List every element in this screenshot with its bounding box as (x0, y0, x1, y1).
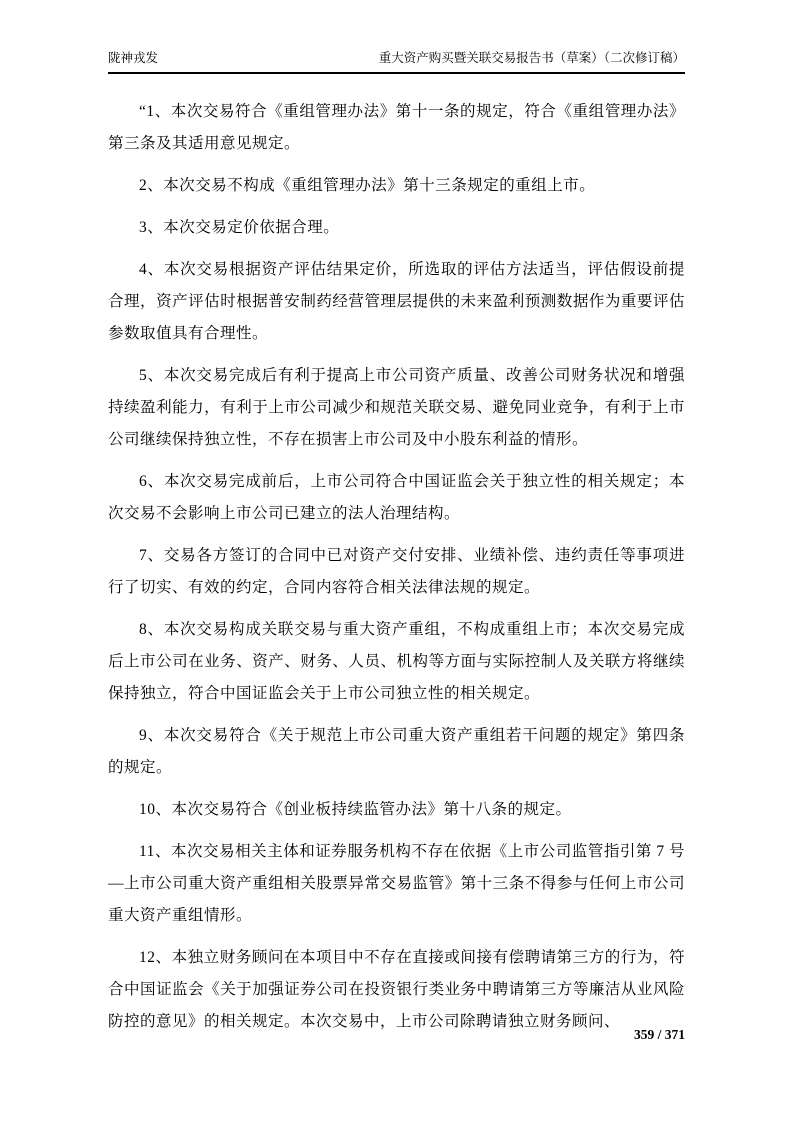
page-number: 359 / 371 (633, 1027, 685, 1042)
paragraph: 11、本次交易相关主体和证券服务机构不存在依据《上市公司监管指引第 7 号—上市公司重大资产重组相关股票异常交易监管》第十三条不得参与任何上市公司重大资产重组情形。 (108, 843, 685, 924)
paragraph: 5、本次交易完成后有利于提高上市公司资产质量、改善公司财务状况和增强持续盈利能力，有利于上市公司减少和规范关联交易、避免同业竞争，有利于上市公司继续保持独立性，不存在损害上市公司及中小股东利益的情形。 (108, 367, 685, 448)
paragraph: 10、本次交易符合《创业板持续监管办法》第十八条的规定。 (139, 801, 572, 818)
paragraph: 7、交易各方签订的合同中已对资产交付安排、业绩补偿、违约责任等事项进行了切实、有效的约定，合同内容符合相关法律法规的规定。 (108, 547, 685, 596)
paragraph: “1、本次交易符合《重组管理办法》第十一条的规定，符合《重组管理办法》第三条及其适用意见规定。 (108, 103, 685, 152)
page-footer (108, 1026, 685, 1044)
paragraph: 12、本独立财务顾问在本项目中不存在直接或间接有偿聘请第三方的行为，符合中国证监会《关于加强证券公司在投资银行类业务中聘请第三方等廉洁从业风险防控的意见》的相关规定。本次交易中，上市公司除聘请独立财务顾问、 (108, 949, 685, 1030)
paragraph: 2、本次交易不构成《重组管理办法》第十三条规定的重组上市。 (139, 177, 596, 194)
paragraph: 6、本次交易完成前后，上市公司符合中国证监会关于独立性的相关规定；本次交易不会影响上市公司已建立的法人治理结构。 (108, 473, 685, 522)
paragraph: 9、本次交易符合《关于规范上市公司重大资产重组若干问题的规定》第四条的规定。 (108, 727, 685, 776)
paragraph: 8、本次交易构成关联交易与重大资产重组，不构成重组上市；本次交易完成后上市公司在业务、资产、财务、人员、机构等方面与实际控制人及关联方将继续保持独立，符合中国证监会关于上市公司独立性的相关规定。 (108, 621, 685, 702)
paragraph: 4、本次交易根据资产评估结果定价，所选取的评估方法适当，评估假设前提合理，资产评估时根据普安制药经营管理层提供的未来盈利预测数据作为重要评估参数取值具有合理性。 (108, 261, 685, 342)
document-body (108, 74, 685, 1048)
paragraph: 3、本次交易定价依据合理。 (139, 219, 340, 236)
page-header (108, 48, 685, 74)
header-document-title: 重大资产购买暨关联交易报告书（草案）（二次修订稿） (378, 51, 685, 65)
header-company-name: 陇神戎发 (108, 51, 159, 65)
